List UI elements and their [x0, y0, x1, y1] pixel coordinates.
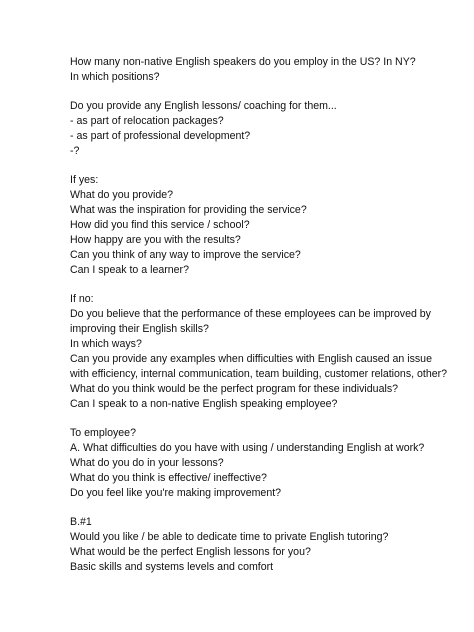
text-line: A. What difficulties do you have with using / understanding English at work? — [70, 442, 425, 454]
if-yes-block — [70, 173, 465, 278]
text-line: Would you like / be able to dedicate time to private English tutoring? — [70, 531, 389, 543]
text-line: - as part of relocation packages? — [70, 115, 224, 127]
section-heading: If no: — [70, 293, 94, 305]
text-line: What do you think is effective/ ineffective? — [70, 472, 267, 484]
text-line: with efficiency, internal communication, team building, customer relations, other? — [70, 368, 448, 380]
to-employee-block — [70, 426, 465, 501]
text-line: Basic skills and systems levels and comfort — [70, 561, 274, 573]
text-line: In which positions? — [70, 71, 160, 83]
text-line: Can I speak to a non-native English speaking employee? — [70, 398, 338, 410]
text-line: In which ways? — [70, 338, 142, 350]
text-line: What would be the perfect English lessons for you? — [70, 546, 311, 558]
section-heading: B.#1 — [70, 516, 92, 528]
section-heading: To employee? — [70, 427, 136, 439]
b1-block — [70, 515, 465, 575]
employment-questions-block — [70, 55, 465, 85]
text-line: How many non-native English speakers do you employ in the US? In NY? — [70, 56, 416, 68]
document-page — [70, 55, 465, 589]
section-heading: If yes: — [70, 174, 99, 186]
text-line: Do you believe that the performance of these employees can be improved by — [70, 308, 431, 320]
text-line: Do you feel like you're making improvement? — [70, 487, 282, 499]
text-line: How happy are you with the results? — [70, 234, 241, 246]
text-line: What was the inspiration for providing the service? — [70, 204, 307, 216]
text-line: How did you find this service / school? — [70, 219, 250, 231]
text-line: What do you do in your lessons? — [70, 457, 224, 469]
text-line: - as part of professional development? — [70, 130, 251, 142]
text-line: Can you think of any way to improve the service? — [70, 249, 301, 261]
text-line: Can I speak to a learner? — [70, 264, 189, 276]
text-line: Can you provide any examples when difficulties with English caused an issue — [70, 353, 432, 365]
if-no-block — [70, 292, 465, 412]
text-line: -? — [70, 145, 80, 157]
text-line: What do you provide? — [70, 189, 174, 201]
text-line: What do you think would be the perfect program for these individuals? — [70, 383, 399, 395]
lessons-questions-block — [70, 99, 465, 159]
text-line: improving their English skills? — [70, 323, 209, 335]
text-line: Do you provide any English lessons/ coaching for them... — [70, 100, 337, 112]
